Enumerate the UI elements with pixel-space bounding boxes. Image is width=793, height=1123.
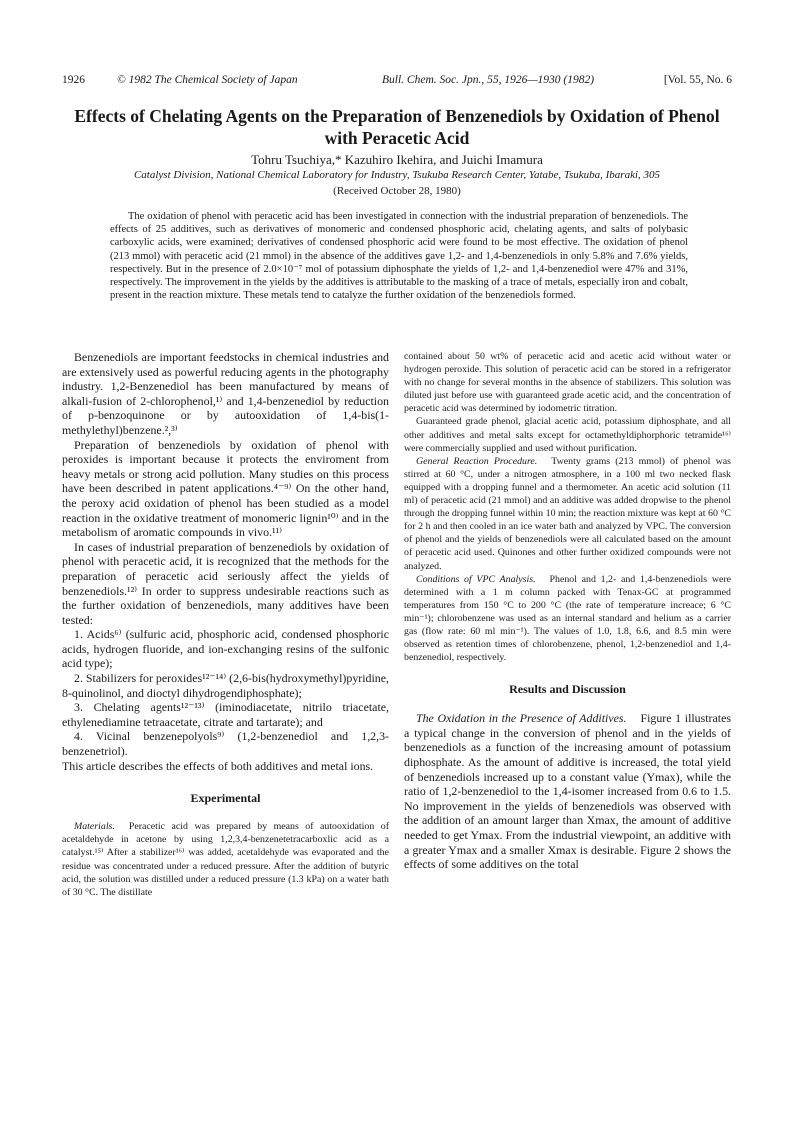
paragraph-text: Figure 1 illustrates a typical change in the conversion of phenol and in the yields of benzenediols as a function of the increasing amount of potassium diphosphate. As the amount of additive is increased, the total yield of benzenediols increased up to a constant value (Ymax), while the ratio of 1,2-benzenediol to the 1,4-isomer increased from 0.6 to 1.5. No improvement in the yields of benzenediols was observed with the addition of an amount larger than Xmax, the amount of additive needed to get Ymax. From the industrial viewpoint, an additive with a greater Ymax and a smaller Xmax is desirable. Figure 2 shows the effects of some additives on the total: [404, 711, 731, 872]
journal-citation: Bull. Chem. Soc. Jpn., 55, 1926—1930 (1982): [382, 74, 595, 86]
volume-issue: [Vol. 55, No. 6: [663, 74, 732, 86]
left-column: [62, 350, 389, 899]
list-item: 1. Acids⁶⁾ (sulfuric acid, phosphoric acid, condensed phosphoric acids, hydrogen fluoride, and ion-exchanging resins of the sulfonic acid type);: [62, 627, 389, 671]
section-heading-experimental: Experimental: [190, 791, 261, 806]
materials-paragraph: [62, 820, 389, 899]
subsection-label: Materials.: [74, 821, 115, 833]
list-item: 2. Stabilizers for peroxides¹²⁻¹⁴⁾ (2,6-bis(hydroxymethyl)pyridine, 8-quinolinol, and dioctyl dihydrogendiphosphate);: [62, 671, 389, 700]
paragraph-text: Peracetic acid was prepared by means of autooxidation of acetaldehyde in acetone by using 1,2,3,4-benzenetetracarboxlic acid as a catalyst.¹⁵⁾ After a stabilizer¹⁶⁾ was added, acetaldehyde was evaporated and the residue was concentrated under a reduced pressure. After the addition of butyric acid, the solution was distilled under a reduced pressure (1.3 kPa) on a water bath of 30 °C. The distillate: [62, 821, 389, 898]
intro-paragraph: Preparation of benzenediols by oxidation of phenol with peroxides is important because it protects the enviroment from heavy metals or strong acid pollution. Many studies on this process have been described in patent applications.⁴⁻⁹⁾ On the other hand, the peroxy acid oxidation of phenol has been studied as a model reaction in the oxidative treatment of monomeric lignin¹⁰⁾ and in the metabolism of aromatic compounds in vivo.¹¹⁾: [62, 437, 389, 540]
paragraph: Guaranteed grade phenol, glacial acetic acid, potassium diphosphate, and all other additives and metal salts except for octamethyldiphorphoric tetramide¹⁶⁾ were commercially supplied and used without purification.: [404, 416, 731, 454]
intro-paragraph: This article describes the effects of both additives and metal ions.: [62, 758, 374, 773]
page-number: 1926: [62, 74, 85, 86]
intro-paragraph: Benzenediols are important feedstocks in chemical industries and are extensively used as powerful reducing agents in the photography industry. 1,2-Benzenediol has been manufactured by means of alkali-fusion of 2-chlorophenol,¹⁾ and 1,4-benzenediol by reduction of p-benzoquinone or by autooxidation of 1,4-bis(1-methylethyl)benzene.²,³⁾: [62, 350, 389, 437]
results-paragraph: [404, 711, 731, 872]
subsection-label: The Oxidation in the Presence of Additives.: [416, 711, 627, 726]
paragraph-text: Phenol and 1,2- and 1,4-benzenediols were determined with a 1 m column packed with Tenax-GC at programmed temperatures from 150 °C to 200 °C (the rate of temperature increace; 6 °C min⁻¹); chlorobenzene was used as an internal standard and helium as a carrier gas (flow rate: 60 ml min⁻¹). The values of 1.0, 1.8, 6.6, and 8.5 min were observed as retention times of chlorobenzene, phenol, 1,2-benzenediol and 1,4-benzenediol, respectively.: [404, 573, 731, 664]
paragraph: contained about 50 wt% of peracetic acid and acetic acid without water or hydrogen peroxide. This solution of peracetic acid can be stored in a refrigerator with no change for several months in the absence of stabilizers. This solution was diluted just before use with guaranteed grade acetic acid, and the concentration of peracetic acid was determined by iodometric titration.: [404, 351, 731, 415]
affiliation: Catalyst Division, National Chemical Laboratory for Industry, Tsukuba Research Center, Yatabe, Tsukuba, Ibaraki, 305: [133, 169, 661, 181]
vpc-paragraph: [404, 573, 731, 665]
received-date: (Received October 28, 1980): [333, 185, 461, 197]
subsection-label: Conditions of VPC Analysis.: [416, 573, 536, 585]
right-column: [404, 350, 731, 872]
running-head: [62, 74, 732, 92]
intro-paragraph: In cases of industrial preparation of benzenediols by oxidation of phenol with peracetic acid, it is recognized that the methods for the preparation of peracetic acid seriously affect the yields of benzenediols.¹²⁾ In order to suppress undesirable reactions such as the further oxidation of benzenediols, many additives have been tested:: [62, 539, 389, 627]
copyright-notice: © 1982 The Chemical Society of Japan: [117, 74, 298, 86]
procedure-paragraph: [404, 455, 731, 573]
subsection-label: General Reaction Procedure.: [416, 455, 538, 467]
list-item: 4. Vicinal benzenepolyols⁹⁾ (1,2-benzenediol and 1,2,3-benzenetriol).: [62, 729, 389, 759]
list-item: 3. Chelating agents¹²⁻¹³⁾ (iminodiacetate, nitrilo triacetate, ethylenediamine tetraacetate, citrate and tartarate); and: [62, 700, 389, 729]
author-list: Tohru Tsuchiya,* Kazuhiro Ikehira, and Juichi Imamura: [251, 152, 543, 167]
section-heading-results: Results and Discussion: [509, 682, 626, 697]
article-title: Effects of Chelating Agents on the Preparation of Benzenediols by Oxidation of Phenol with Peracetic Acid: [74, 106, 720, 148]
paragraph-text: Twenty grams (213 mmol) of phenol was stirred at 60 °C, under a nitrogen atmosphere, in a 100 ml two necked flask equipped with a dropping funnel and a thermometer. An acetic acid solution (11 ml) of peracetic acid (21 mmol) and an additive was added dropwise to the phenol through the dropping funnel within 10 min; the reaction mixture was kept at 60 °C for 2 h and then cooled in an ice water bath and analyzed by VPC. The conversion of phenol and the yields of benzenediols were all calculated based on the amount of peracetic acid used. Quinones and other further oxidized compounds were not analyzed.: [404, 455, 731, 572]
abstract: The oxidation of phenol with peracetic acid has been investigated in connection with the industrial preparation of benzenediols. The effects of 25 additives, such as derivatives of monomeric and condensed phosphoric acid, chelating agents, and salts of polybasic carboxylic acids, were examined; derivatives of condensed phosphoric acid were found to be most effective. The oxidation of phenol (213 mmol) with peracetic acid (21 mmol) in the absence of the additives gave 1,2- and 1,4-benzenediols in only 5.8% and 7.6% yields, respectively. But in the presence of 2.0×10⁻⁷ mol of potassium diphosphate the yields of 1,2- and 1,4-benzenediol were 47% and 31%, respectively. The improvement in the yields by the additives is attributable to the masking of a trace of metals, especially iron and cobalt, present in the reaction mixture. These metals tend to catalyze the further oxidation of the benzenediols formed.: [110, 211, 688, 302]
